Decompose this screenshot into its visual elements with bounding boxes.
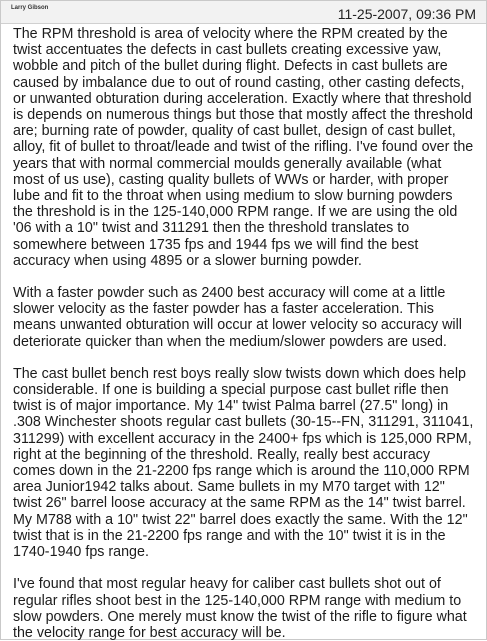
post-paragraph: The RPM threshold is area of velocity where the RPM created by the twist accentuates the defects in cast bullets creating excessive yaw, wobble and pitch of the bullet during flight. Defects in cast bullets are caused by imbalance due to out of round casting, other casting defects, or unwanted obturation during acceleration. Exactly where that threshold is depends on numerous things but those that mostly affect the threshold are; burning rate of powder, quality of cast bullet, design of cast bullet, alloy, fit of bullet to throat/leade and twist of the rifling. I've found over the years that with normal commercial moulds generally available (what most of us use), casting quality bullets of WWs or harder, with proper lube and fit to the throat when using medium to slow burning powders the threshold is in the 125-140,000 RPM range. If we are using the old '06 with a 10" twist and 311291 then the threshold translates to somewhere between 1735 fps and 1944 fps we will find the best accuracy when using 4895 or a slower burning powder.	[13, 26, 474, 269]
post-header	[1, 1, 486, 24]
post-paragraph: With a faster powder such as 2400 best accuracy will come at a little slower velocity as the faster powder has a faster acceleration. This means unwanted obturation will occur at lower velocity so accuracy will deteriorate quicker than when the medium/slower powders are used.	[13, 285, 462, 350]
post-author[interactable]: Larry Gibson	[11, 5, 49, 11]
post-paragraph: The cast bullet bench rest boys really slow twists down which does help considerable. If one is building a special purpose cast bullet rifle then twist is of major importance. My 14" twist Palma barrel (27.5" long) in .308 Winchester shoots regular cast bullets (30-15--FN, 311291, 311041, 311299) with excellent accuracy in the 2400+ fps which is 125,000 RPM, right at the beginning of the threshold. Really, really best accuracy comes down in the 21-2200 fps range which is around the 110,000 RPM area Junior1942 talks about. Same bullets in my M70 target with 12" twist 26" barrel loose accuracy at the same RPM as the 14" twist barrel. My M788 with a 10" twist 22" barrel does exactly the same. With the 12" twist that is in the 21-2200 fps range and with the 10" twist it is in the 1740-1940 fps range.	[13, 365, 474, 561]
post-body	[1, 24, 486, 641]
post-timestamp: 11-25-2007, 09:36 PM	[337, 6, 476, 22]
post-paragraph: I've found that most regular heavy for caliber cast bullets shot out of regular rifles shoot best in the 125-140,000 RPM range with medium to slow powders. One merely must know the twist of the rifle to figure what the velocity range for best accuracy will be.	[13, 576, 467, 641]
